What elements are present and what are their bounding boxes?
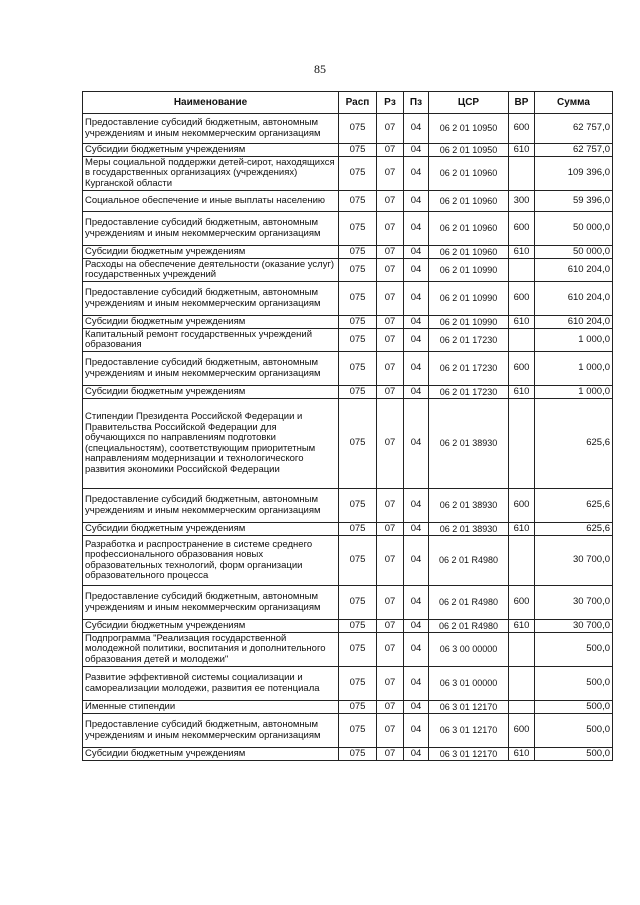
row-sum: 625,6 — [535, 489, 613, 523]
header-rz: Рз — [377, 92, 404, 114]
row-sum: 50 000,0 — [535, 246, 613, 259]
row-vr — [509, 701, 535, 714]
row-rasp: 075 — [339, 191, 377, 212]
row-vr: 610 — [509, 523, 535, 536]
row-csr: 06 2 01 38930 — [429, 399, 509, 489]
table-row — [83, 316, 613, 329]
row-rasp: 075 — [339, 586, 377, 620]
row-rasp: 075 — [339, 386, 377, 399]
row-vr — [509, 667, 535, 701]
row-rz: 07 — [377, 748, 404, 761]
row-csr: 06 2 01 10990 — [429, 259, 509, 282]
row-name: Стипендии Президента Российской Федерации и Правительства Российской Федерации для обучающихся по направлениям подготовки (специальностям), соответствующим приоритетным направлениям модернизации и технологического развития экономики Российской Федерации — [83, 399, 339, 489]
row-name: Субсидии бюджетным учреждениям — [83, 748, 339, 761]
row-csr: 06 2 01 10960 — [429, 191, 509, 212]
header-csr: ЦСР — [429, 92, 509, 114]
row-name: Предоставление субсидий бюджетным, автономным учреждениям и иным некоммерческим организациям — [83, 586, 339, 620]
table-row — [83, 352, 613, 386]
row-name: Социальное обеспечение и иные выплаты населению — [83, 191, 339, 212]
header-rasp: Расп — [339, 92, 377, 114]
table-row — [83, 282, 613, 316]
row-sum: 30 700,0 — [535, 620, 613, 633]
table-row — [83, 259, 613, 282]
row-name: Капитальный ремонт государственных учреждений образования — [83, 329, 339, 352]
row-sum: 30 700,0 — [535, 586, 613, 620]
row-rz: 07 — [377, 316, 404, 329]
row-rasp: 075 — [339, 536, 377, 586]
row-rasp: 075 — [339, 352, 377, 386]
row-pz: 04 — [404, 399, 429, 489]
row-name: Субсидии бюджетным учреждениям — [83, 386, 339, 399]
row-vr: 610 — [509, 246, 535, 259]
row-vr: 600 — [509, 114, 535, 144]
row-name: Предоставление субсидий бюджетным, автономным учреждениям и иным некоммерческим организациям — [83, 282, 339, 316]
header-sum: Сумма — [535, 92, 613, 114]
row-rasp: 075 — [339, 667, 377, 701]
row-pz: 04 — [404, 114, 429, 144]
row-name: Субсидии бюджетным учреждениям — [83, 523, 339, 536]
row-rasp: 075 — [339, 633, 377, 667]
row-rz: 07 — [377, 523, 404, 536]
row-pz: 04 — [404, 259, 429, 282]
row-vr: 600 — [509, 586, 535, 620]
row-sum: 109 396,0 — [535, 157, 613, 191]
row-vr: 600 — [509, 212, 535, 246]
row-rasp: 075 — [339, 523, 377, 536]
row-rasp: 075 — [339, 489, 377, 523]
row-csr: 06 2 01 38930 — [429, 523, 509, 536]
row-vr: 610 — [509, 144, 535, 157]
row-name: Предоставление субсидий бюджетным, автономным учреждениям и иным некоммерческим организациям — [83, 114, 339, 144]
row-sum: 625,6 — [535, 399, 613, 489]
row-vr — [509, 536, 535, 586]
row-vr: 600 — [509, 489, 535, 523]
row-vr: 600 — [509, 714, 535, 748]
row-name: Именные стипендии — [83, 701, 339, 714]
row-name: Субсидии бюджетным учреждениям — [83, 316, 339, 329]
row-sum: 610 204,0 — [535, 259, 613, 282]
row-rasp: 075 — [339, 714, 377, 748]
row-pz: 04 — [404, 144, 429, 157]
row-sum: 62 757,0 — [535, 114, 613, 144]
table-row — [83, 246, 613, 259]
row-rz: 07 — [377, 246, 404, 259]
row-csr: 06 2 01 10950 — [429, 144, 509, 157]
row-sum: 610 204,0 — [535, 316, 613, 329]
row-name: Субсидии бюджетным учреждениям — [83, 246, 339, 259]
row-csr: 06 2 01 R4980 — [429, 536, 509, 586]
row-vr: 610 — [509, 316, 535, 329]
row-csr: 06 2 01 R4980 — [429, 586, 509, 620]
row-name: Предоставление субсидий бюджетным, автономным учреждениям и иным некоммерческим организациям — [83, 352, 339, 386]
row-sum: 62 757,0 — [535, 144, 613, 157]
table-row — [83, 586, 613, 620]
budget-table — [82, 91, 613, 761]
row-rasp: 075 — [339, 212, 377, 246]
table-row — [83, 633, 613, 667]
row-csr: 06 2 01 10960 — [429, 157, 509, 191]
row-pz: 04 — [404, 316, 429, 329]
row-csr: 06 3 01 12170 — [429, 714, 509, 748]
row-rasp: 075 — [339, 114, 377, 144]
row-sum: 50 000,0 — [535, 212, 613, 246]
row-pz: 04 — [404, 523, 429, 536]
row-vr — [509, 633, 535, 667]
row-name: Предоставление субсидий бюджетным, автономным учреждениям и иным некоммерческим организациям — [83, 489, 339, 523]
row-name: Меры социальной поддержки детей-сирот, находящихся в государственных организациях (учреждениях) Курганской области — [83, 157, 339, 191]
row-csr: 06 2 01 38930 — [429, 489, 509, 523]
row-vr — [509, 329, 535, 352]
row-name: Расходы на обеспечение деятельности (оказание услуг) государственных учреждений — [83, 259, 339, 282]
table-row — [83, 144, 613, 157]
row-vr: 610 — [509, 620, 535, 633]
row-sum: 59 396,0 — [535, 191, 613, 212]
row-pz: 04 — [404, 157, 429, 191]
row-rasp: 075 — [339, 246, 377, 259]
row-vr — [509, 259, 535, 282]
table-row — [83, 489, 613, 523]
table-row — [83, 620, 613, 633]
row-pz: 04 — [404, 748, 429, 761]
row-vr: 300 — [509, 191, 535, 212]
row-rz: 07 — [377, 633, 404, 667]
row-name: Предоставление субсидий бюджетным, автономным учреждениям и иным некоммерческим организациям — [83, 714, 339, 748]
table-row — [83, 329, 613, 352]
table-row — [83, 701, 613, 714]
row-rz: 07 — [377, 399, 404, 489]
row-rz: 07 — [377, 667, 404, 701]
row-name: Развитие эффективной системы социализации и самореализации молодежи, развития ее потенциала — [83, 667, 339, 701]
row-pz: 04 — [404, 714, 429, 748]
row-name: Субсидии бюджетным учреждениям — [83, 144, 339, 157]
row-sum: 500,0 — [535, 701, 613, 714]
row-rz: 07 — [377, 259, 404, 282]
header-pz: Пз — [404, 92, 429, 114]
row-sum: 500,0 — [535, 633, 613, 667]
table-row — [83, 399, 613, 489]
row-rz: 07 — [377, 114, 404, 144]
row-rz: 07 — [377, 212, 404, 246]
row-csr: 06 2 01 10960 — [429, 212, 509, 246]
row-sum: 30 700,0 — [535, 536, 613, 586]
row-csr: 06 2 01 17230 — [429, 386, 509, 399]
row-csr: 06 3 01 00000 — [429, 667, 509, 701]
row-csr: 06 2 01 R4980 — [429, 620, 509, 633]
row-vr: 600 — [509, 282, 535, 316]
row-pz: 04 — [404, 633, 429, 667]
row-rz: 07 — [377, 352, 404, 386]
row-rasp: 075 — [339, 399, 377, 489]
header-vr: ВР — [509, 92, 535, 114]
row-rasp: 075 — [339, 701, 377, 714]
row-rz: 07 — [377, 191, 404, 212]
row-rz: 07 — [377, 586, 404, 620]
row-name: Разработка и распространение в системе среднего профессионального образования новых образовательных технологий, форм организации образовательного процесса — [83, 536, 339, 586]
row-csr: 06 2 01 10950 — [429, 114, 509, 144]
table-row — [83, 536, 613, 586]
row-name: Предоставление субсидий бюджетным, автономным учреждениям и иным некоммерческим организациям — [83, 212, 339, 246]
row-sum: 1 000,0 — [535, 352, 613, 386]
page-number: 85 — [314, 62, 326, 76]
table-header — [83, 92, 613, 114]
row-pz: 04 — [404, 489, 429, 523]
row-rasp: 075 — [339, 157, 377, 191]
row-sum: 500,0 — [535, 714, 613, 748]
row-pz: 04 — [404, 282, 429, 316]
table-row — [83, 667, 613, 701]
row-rasp: 075 — [339, 620, 377, 633]
row-csr: 06 3 01 12170 — [429, 701, 509, 714]
row-rz: 07 — [377, 701, 404, 714]
row-sum: 610 204,0 — [535, 282, 613, 316]
row-pz: 04 — [404, 191, 429, 212]
row-csr: 06 2 01 10990 — [429, 316, 509, 329]
row-vr: 600 — [509, 352, 535, 386]
row-pz: 04 — [404, 586, 429, 620]
table-row — [83, 386, 613, 399]
row-csr: 06 2 01 17230 — [429, 329, 509, 352]
row-pz: 04 — [404, 246, 429, 259]
table-row — [83, 212, 613, 246]
row-csr: 06 2 01 10990 — [429, 282, 509, 316]
row-sum: 1 000,0 — [535, 386, 613, 399]
row-rz: 07 — [377, 329, 404, 352]
row-vr: 610 — [509, 386, 535, 399]
row-rasp: 075 — [339, 259, 377, 282]
row-rasp: 075 — [339, 316, 377, 329]
row-csr: 06 3 00 00000 — [429, 633, 509, 667]
row-name: Субсидии бюджетным учреждениям — [83, 620, 339, 633]
row-pz: 04 — [404, 620, 429, 633]
row-rz: 07 — [377, 157, 404, 191]
row-rz: 07 — [377, 489, 404, 523]
row-rasp: 075 — [339, 329, 377, 352]
row-rasp: 075 — [339, 282, 377, 316]
header-name: Наименование — [83, 92, 339, 114]
row-vr — [509, 399, 535, 489]
row-rz: 07 — [377, 536, 404, 586]
table-row — [83, 157, 613, 191]
row-pz: 04 — [404, 352, 429, 386]
header-row — [83, 92, 613, 114]
row-pz: 04 — [404, 212, 429, 246]
row-rz: 07 — [377, 144, 404, 157]
row-pz: 04 — [404, 667, 429, 701]
row-rz: 07 — [377, 714, 404, 748]
table-body — [83, 114, 613, 761]
table-row — [83, 523, 613, 536]
row-rasp: 075 — [339, 748, 377, 761]
row-rz: 07 — [377, 282, 404, 316]
row-rz: 07 — [377, 620, 404, 633]
table-row — [83, 191, 613, 212]
table-row — [83, 114, 613, 144]
row-pz: 04 — [404, 386, 429, 399]
row-sum: 500,0 — [535, 748, 613, 761]
table-row — [83, 748, 613, 761]
row-pz: 04 — [404, 536, 429, 586]
row-csr: 06 2 01 10960 — [429, 246, 509, 259]
row-rz: 07 — [377, 386, 404, 399]
row-vr — [509, 157, 535, 191]
row-sum: 1 000,0 — [535, 329, 613, 352]
row-pz: 04 — [404, 329, 429, 352]
row-csr: 06 2 01 17230 — [429, 352, 509, 386]
row-sum: 625,6 — [535, 523, 613, 536]
row-csr: 06 3 01 12170 — [429, 748, 509, 761]
table-row — [83, 714, 613, 748]
row-sum: 500,0 — [535, 667, 613, 701]
row-pz: 04 — [404, 701, 429, 714]
row-rasp: 075 — [339, 144, 377, 157]
row-vr: 610 — [509, 748, 535, 761]
row-name: Подпрограмма "Реализация государственной молодежной политики, воспитания и дополнительного образования детей и молодежи" — [83, 633, 339, 667]
